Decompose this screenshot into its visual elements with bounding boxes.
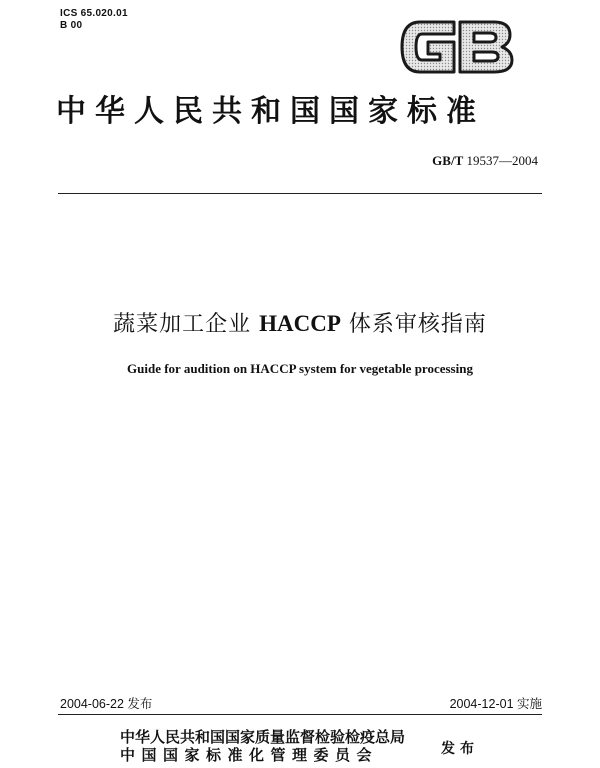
title-english: Guide for audition on HACCP system for vegetable processing [127,361,473,376]
bottom-divider [58,714,542,715]
title-chinese-haccp: HACCP [259,311,341,336]
title-chinese-part3: 体系审核指南 [348,312,487,337]
standard-code [432,153,538,169]
issuers-block [120,728,405,764]
standard-heading: 中华人民共和国国家标准 [56,94,485,129]
title-chinese [0,310,600,339]
ccs-code: B 00 [60,20,83,31]
issue-date: 2004-06-22 发布 [60,697,153,711]
ics-code: ICS 65.020.01 [60,8,128,19]
issuer-line-2: 中国国家标准化管理委员会 [120,746,379,764]
ics-block [60,8,128,32]
standard-code-number: 19537—2004 [466,153,538,168]
standard-code-prefix: GB/T [432,153,464,168]
top-divider [58,193,542,194]
issuer-line-1: 中华人民共和国国家质量监督检验检疫总局 [120,728,406,746]
publish-label: 发布 [441,741,479,757]
implement-date: 2004-12-01 实施 [449,697,542,711]
title-chinese-part1: 蔬菜加工企业 [113,312,252,337]
gb-logo-icon [396,14,516,80]
